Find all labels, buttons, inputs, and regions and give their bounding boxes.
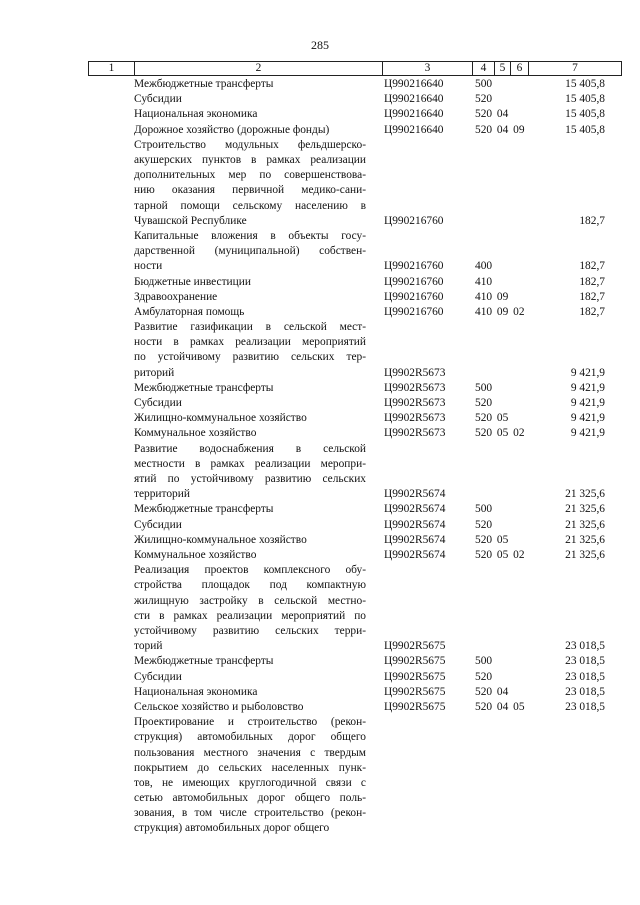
row-code: Ц990216760 bbox=[384, 275, 444, 288]
table-row bbox=[0, 290, 640, 305]
row-name-line: дополнительных мер по совершенствова- bbox=[134, 169, 366, 182]
header-col-5: 5 bbox=[494, 62, 510, 75]
row-name-line: Национальная экономика bbox=[134, 685, 258, 698]
row-name-line: покрытием до сельских населенных пунк- bbox=[134, 761, 366, 774]
row-group-codes: 520 05 bbox=[475, 412, 509, 425]
row-code: Ц9902R5675 bbox=[384, 640, 446, 653]
row-group-codes: 410 09 02 bbox=[475, 305, 525, 318]
row-name bbox=[134, 442, 366, 503]
row-name-line: Развитие водоснабжения в сельской bbox=[134, 442, 366, 455]
table-row bbox=[0, 426, 640, 441]
row-name-line: тов, не имеющих круглогодичной связи с bbox=[134, 776, 366, 789]
row-amount: 21 325,6 bbox=[565, 549, 605, 561]
page-number: 285 bbox=[311, 38, 329, 52]
table-row bbox=[0, 563, 640, 654]
row-name-line: Субсидии bbox=[134, 518, 182, 531]
row-group-codes: 520 05 02 bbox=[475, 427, 525, 440]
row-name bbox=[134, 396, 366, 411]
row-name bbox=[134, 77, 366, 92]
row-name bbox=[134, 715, 366, 837]
row-name bbox=[134, 290, 366, 305]
row-amount: 23 018,5 bbox=[565, 655, 605, 668]
row-name bbox=[134, 518, 366, 533]
table-row bbox=[0, 229, 640, 275]
table-row bbox=[0, 123, 640, 138]
row-name-line: Субсидии bbox=[134, 670, 182, 683]
row-code: Ц9902R5675 bbox=[384, 700, 446, 713]
row-amount: 15 405,8 bbox=[565, 78, 605, 90]
row-group-codes: 520 04 bbox=[475, 685, 509, 698]
row-group-codes: 520 04 09 bbox=[475, 123, 525, 136]
row-code: Ц990216640 bbox=[384, 93, 444, 106]
row-amount: 23 018,5 bbox=[565, 670, 605, 683]
row-amount: 23 018,5 bbox=[565, 700, 605, 713]
row-code: Ц9902R5674 bbox=[384, 518, 446, 531]
row-name-line: Межбюджетные трансферты bbox=[134, 503, 274, 516]
row-amount: 21 325,6 bbox=[565, 518, 605, 531]
row-name bbox=[134, 533, 366, 548]
header-col-1: 1 bbox=[88, 62, 134, 75]
row-name-line: Национальная экономика bbox=[134, 108, 258, 121]
row-group-codes: 400 bbox=[475, 260, 493, 273]
row-code: Ц990216760 bbox=[384, 305, 444, 318]
row-group-codes: 520 05 bbox=[475, 533, 509, 546]
row-name-line: Сельское хозяйство и рыболовство bbox=[134, 700, 304, 713]
row-code: Ц9902R5674 bbox=[384, 533, 446, 546]
row-name-line: зования, в том числе строительство (рекон- bbox=[134, 807, 366, 820]
row-name bbox=[134, 654, 366, 669]
row-name bbox=[134, 229, 366, 275]
row-amount: 15 405,8 bbox=[565, 123, 605, 136]
row-group-codes: 520 bbox=[475, 93, 493, 106]
table-row bbox=[0, 107, 640, 122]
row-name-line: Строительство модульных фельдшерско- bbox=[134, 138, 366, 151]
row-code: Ц990216640 bbox=[384, 108, 444, 121]
row-group-codes: 500 bbox=[475, 655, 493, 668]
row-name-line: струкция) автомобильных дорог общего bbox=[134, 731, 366, 744]
row-group-codes: 520 04 bbox=[475, 108, 509, 121]
table-row bbox=[0, 77, 640, 92]
row-name-line: Чувашской Республике bbox=[134, 214, 247, 227]
row-amount: 21 325,6 bbox=[565, 503, 605, 516]
row-name-line: Развитие газификации в сельской мест- bbox=[134, 321, 366, 334]
row-amount: 182,7 bbox=[579, 290, 605, 303]
table-row bbox=[0, 715, 640, 837]
row-name-line: Амбулаторная помощь bbox=[134, 305, 245, 318]
row-name-line: струкция) автомобильных дорог общего bbox=[134, 822, 330, 835]
row-name bbox=[134, 320, 366, 381]
row-name-line: Дорожное хозяйство (дорожные фонды) bbox=[134, 123, 330, 136]
header-col-3: 3 bbox=[382, 62, 472, 75]
row-code: Ц9902R5675 bbox=[384, 670, 446, 683]
row-name-line: акушерских пунктов в рамках реализации bbox=[134, 153, 366, 166]
row-name bbox=[134, 502, 366, 517]
row-name-line: торий bbox=[134, 640, 163, 653]
table-row bbox=[0, 548, 640, 563]
table-row bbox=[0, 92, 640, 107]
row-name-line: Здравоохранение bbox=[134, 290, 218, 303]
row-name-line: ятий по устойчивому развитию сельских bbox=[134, 473, 366, 486]
row-name bbox=[134, 700, 366, 715]
row-name-line: Межбюджетные трансферты bbox=[134, 381, 274, 394]
row-group-codes: 410 bbox=[475, 275, 493, 288]
header-col-6: 6 bbox=[510, 62, 528, 75]
row-name-line: жилищную застройку в сельской местно- bbox=[134, 594, 366, 607]
row-group-codes: 520 bbox=[475, 670, 493, 683]
table-row bbox=[0, 305, 640, 320]
header-col-2: 2 bbox=[134, 62, 382, 75]
row-group-codes: 520 bbox=[475, 397, 493, 410]
row-name-line: Бюджетные инвестиции bbox=[134, 275, 251, 288]
row-name bbox=[134, 123, 366, 138]
table-row bbox=[0, 654, 640, 669]
row-amount: 182,7 bbox=[579, 305, 605, 318]
row-amount: 23 018,5 bbox=[565, 685, 605, 698]
table-row bbox=[0, 518, 640, 533]
row-amount: 182,7 bbox=[579, 275, 605, 288]
row-name bbox=[134, 138, 366, 229]
row-code: Ц990216640 bbox=[384, 123, 444, 136]
row-name-line: по устойчивому развитию сельских тер- bbox=[134, 351, 366, 364]
table-row bbox=[0, 381, 640, 396]
row-code: Ц9902R5674 bbox=[384, 503, 446, 516]
row-amount: 182,7 bbox=[579, 214, 605, 227]
row-amount: 9 421,9 bbox=[570, 366, 605, 379]
table-row bbox=[0, 685, 640, 700]
row-code: Ц9902R5674 bbox=[384, 549, 446, 561]
row-name bbox=[134, 305, 366, 320]
row-amount: 15 405,8 bbox=[565, 93, 605, 106]
row-code: Ц9902R5675 bbox=[384, 655, 446, 668]
row-group-codes: 500 bbox=[475, 381, 493, 394]
row-name-line: Капитальные вложения в объекты госу- bbox=[134, 229, 366, 242]
row-name bbox=[134, 411, 366, 426]
row-group-codes: 520 05 02 bbox=[475, 549, 525, 561]
row-name-line: Реализация проектов комплексного обу- bbox=[134, 564, 366, 577]
row-name bbox=[134, 563, 366, 654]
row-group-codes: 520 bbox=[475, 518, 493, 531]
table-row bbox=[0, 442, 640, 503]
table-row bbox=[0, 275, 640, 290]
row-group-codes: 410 09 bbox=[475, 290, 509, 303]
row-name-line: Жилищно-коммунальное хозяйство bbox=[134, 533, 307, 546]
row-name-line: Межбюджетные трансферты bbox=[134, 78, 274, 90]
row-amount: 182,7 bbox=[579, 260, 605, 273]
row-amount: 9 421,9 bbox=[570, 381, 605, 394]
table-row bbox=[0, 700, 640, 715]
row-name-line: нию оказания первичной медико-сани- bbox=[134, 184, 366, 197]
row-name-line: Проектирование и строительство (рекон- bbox=[134, 716, 366, 729]
row-group-codes: 520 04 05 bbox=[475, 700, 525, 713]
table-header bbox=[88, 61, 622, 76]
row-name-line: дарственной (муниципальной) собствен- bbox=[134, 245, 366, 258]
row-name-line: стройства площадок под компактную bbox=[134, 579, 366, 592]
row-name-line: тарной помощи сельскому населению в bbox=[134, 199, 366, 212]
row-name-line: территорий bbox=[134, 488, 190, 501]
row-amount: 15 405,8 bbox=[565, 108, 605, 121]
row-name-line: Субсидии bbox=[134, 93, 182, 106]
row-code: Ц990216640 bbox=[384, 78, 444, 90]
row-amount: 9 421,9 bbox=[570, 397, 605, 410]
row-amount: 9 421,9 bbox=[570, 427, 605, 440]
row-code: Ц9902R5675 bbox=[384, 685, 446, 698]
row-code: Ц9902R5673 bbox=[384, 412, 446, 425]
row-name-line: Коммунальное хозяйство bbox=[134, 549, 257, 561]
table-row bbox=[0, 670, 640, 685]
row-code: Ц9902R5673 bbox=[384, 427, 446, 440]
row-code: Ц9902R5673 bbox=[384, 397, 446, 410]
row-name-line: сетью автомобильных дорог общего поль- bbox=[134, 792, 366, 805]
row-code: Ц9902R5673 bbox=[384, 381, 446, 394]
table-row bbox=[0, 396, 640, 411]
row-code: Ц990216760 bbox=[384, 290, 444, 303]
row-name bbox=[134, 548, 366, 563]
row-amount: 23 018,5 bbox=[565, 640, 605, 653]
row-name bbox=[134, 426, 366, 441]
table-body bbox=[0, 77, 640, 837]
row-code: Ц9902R5674 bbox=[384, 488, 446, 501]
row-name-line: сти в рамках реализации мероприятий по bbox=[134, 609, 366, 622]
row-name-line: устойчивому развитию сельских терри- bbox=[134, 624, 366, 637]
row-amount: 9 421,9 bbox=[570, 412, 605, 425]
row-name bbox=[134, 275, 366, 290]
row-amount: 21 325,6 bbox=[565, 533, 605, 546]
row-group-codes: 500 bbox=[475, 503, 493, 516]
row-code: Ц990216760 bbox=[384, 260, 444, 273]
table-row bbox=[0, 138, 640, 229]
row-name-line: риторий bbox=[134, 366, 175, 379]
header-col-7: 7 bbox=[528, 62, 622, 75]
row-name-line: местности в рамках реализации меропри- bbox=[134, 457, 366, 470]
row-name-line: Коммунальное хозяйство bbox=[134, 427, 257, 440]
row-group-codes: 500 bbox=[475, 78, 493, 90]
row-name bbox=[134, 685, 366, 700]
row-name-line: ности в рамках реализации мероприятий bbox=[134, 336, 366, 349]
row-name bbox=[134, 670, 366, 685]
table-row bbox=[0, 533, 640, 548]
row-name-line: Межбюджетные трансферты bbox=[134, 655, 274, 668]
header-col-4: 4 bbox=[472, 62, 494, 75]
row-name-line: Жилищно-коммунальное хозяйство bbox=[134, 412, 307, 425]
table-row bbox=[0, 411, 640, 426]
row-name-line: Субсидии bbox=[134, 397, 182, 410]
row-code: Ц9902R5673 bbox=[384, 366, 446, 379]
row-name bbox=[134, 381, 366, 396]
table-row bbox=[0, 502, 640, 517]
row-name bbox=[134, 92, 366, 107]
table-row bbox=[0, 320, 640, 381]
row-name bbox=[134, 107, 366, 122]
row-amount: 21 325,6 bbox=[565, 488, 605, 501]
row-name-line: ности bbox=[134, 260, 163, 273]
row-code: Ц990216760 bbox=[384, 214, 444, 227]
row-name-line: пользования местного значения с твердым bbox=[134, 746, 366, 759]
